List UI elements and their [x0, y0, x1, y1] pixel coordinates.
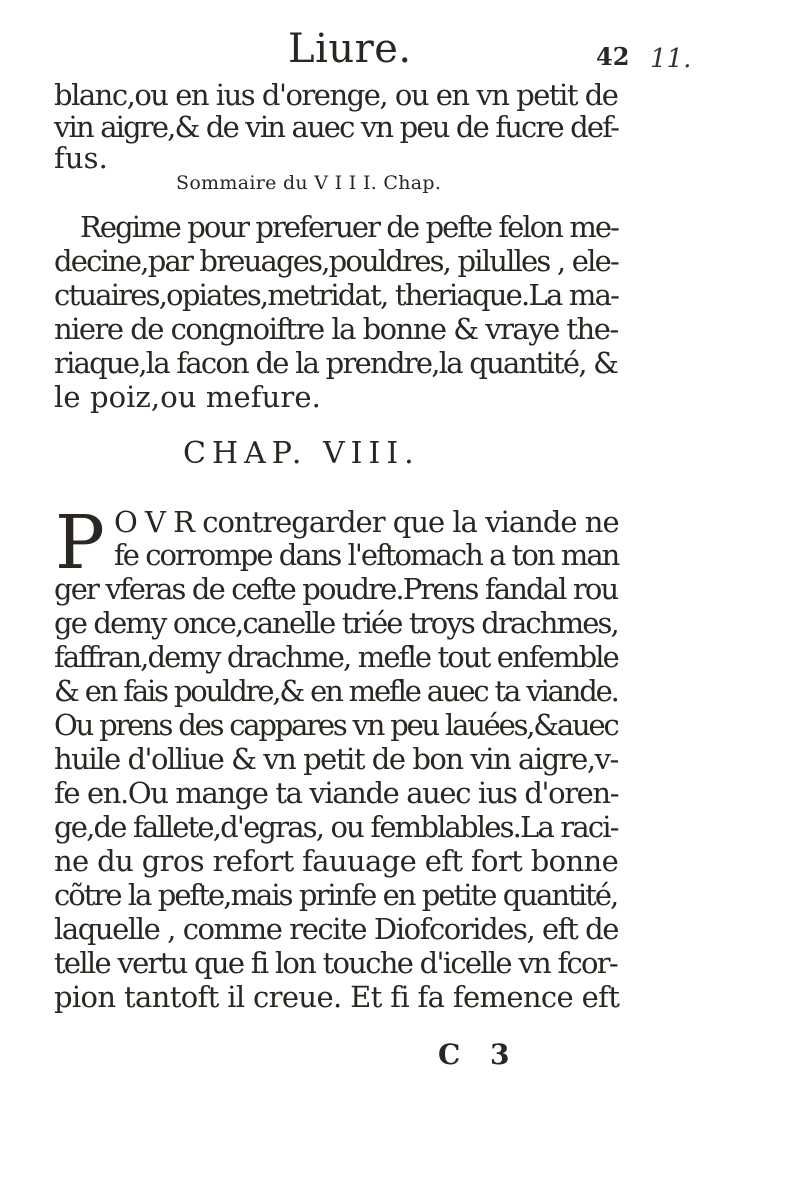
body-line: telle vertu que fi lon touche d'icelle vn fcor- [54, 946, 617, 980]
running-title: Liure. [288, 26, 412, 72]
body-line: ge demy once,canelle triée troys drachmes, [54, 606, 618, 640]
text-line: blanc,ou en ius d'orenge, ou en vn petit de [54, 78, 618, 112]
body-line: ge,de fallete,d'egras, ou femblables.La raci- [54, 810, 618, 844]
handwritten-folio: 11. [650, 44, 692, 74]
body-line: ger vferas de cefte poudre.Prens fandal rou [54, 572, 618, 606]
body-line: pion tantoft il creue. Et fi fa femence eft [54, 980, 620, 1014]
summary-line: le poiz,ou mefure. [54, 380, 321, 414]
body-line: fe corrompe dans l'eftomach a ton man [114, 538, 619, 572]
summary-line: riaque,la facon de la prendre,la quantité, & [54, 346, 618, 380]
summary-line: ctuaires,opiates,metridat, theriaque.La ma- [54, 278, 619, 312]
body-line: ne du gros refort fauuage eft fort bonne [54, 844, 619, 878]
body-line: & en fais pouldre,& en mefle auec ta viande. [54, 674, 618, 708]
body-line: O V R contregarder que la viande ne [114, 505, 619, 539]
body-line: cõtre la pefte,mais prinfe en petite quantité, [54, 878, 618, 912]
body-line: huile d'olliue & vn petit de bon vin aigre,v- [54, 742, 618, 776]
chapter-heading: CHAP. VIII. [183, 436, 420, 471]
page-number: 42 [596, 42, 630, 71]
summary-heading: Sommaire du V I I I. Chap. [176, 172, 442, 194]
body-line: fe en.Ou mange ta viande auec ius d'oren- [54, 776, 619, 810]
summary-line: decine,par breuages,pouldres, pilulles , ele- [54, 244, 618, 278]
body-line: faffran,demy drachme, mefle tout enfemble [54, 640, 618, 674]
body-line: laquelle , comme recite Diofcorides, eft de [54, 912, 619, 946]
summary-line: Regime pour preferuer de pefte felon me- [80, 210, 618, 244]
drop-cap: P [55, 500, 105, 586]
text-line: vin aigre,& de vin auec vn peu de fucre def- [54, 110, 619, 144]
summary-line: niere de congnoiftre la bonne & vraye the- [54, 312, 618, 346]
body-line: Ou prens des cappares vn peu lauées,&auec [54, 708, 618, 742]
text-line: fus. [54, 141, 108, 175]
signature-mark: C 3 [438, 1038, 520, 1071]
